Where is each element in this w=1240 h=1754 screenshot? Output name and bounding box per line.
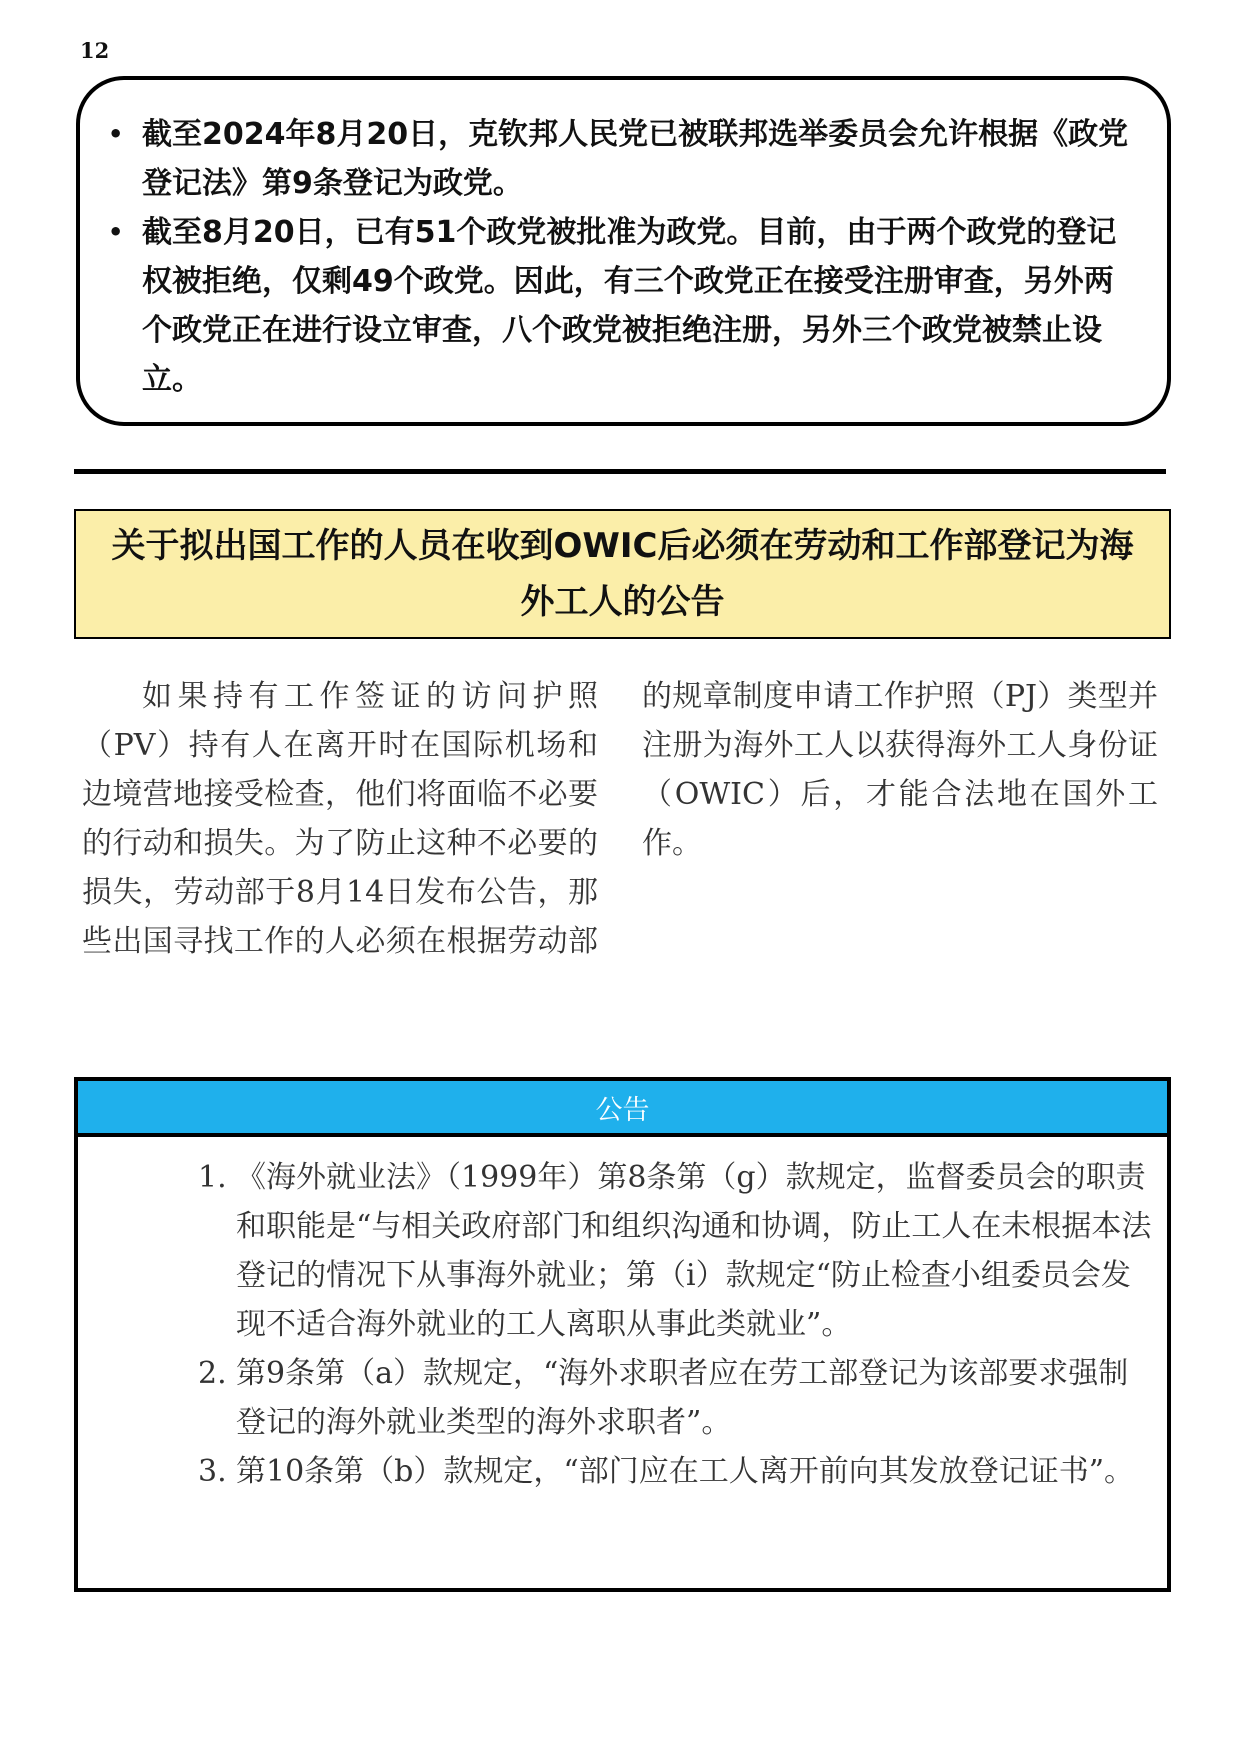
article-body (82, 672, 1158, 1012)
bullet-icon: • (108, 120, 124, 148)
notice-item-text: 第9条第（a）款规定，“海外求职者应在劳工部登记为该部要求强制登记的海外就业类型的海外求职者”。 (236, 1356, 1129, 1440)
info-bullet-item (108, 110, 1143, 208)
info-bullet-item (108, 208, 1143, 404)
info-bullet-text: 截至2024年8月20日，克钦邦人民党已被联邦选举委员会允许根据《政党登记法》第9条登记为政党。 (142, 117, 1129, 201)
article-paragraph: 如果持有工作签证的访问护照（PV）持有人在离开时在国际机场和边境营地接受检查，他们将面临不必要的行动和损失。为了防止这种不必要的损失，劳动部于8月14日发布公告，那些出国寻找工作的人必须在根据劳动部的规章制度申请工作护照（PJ）类型并注册为海外工人以获得海外工人身份证（OWIC）后，才能合法地在国外工作。 (82, 679, 1158, 959)
bullet-icon: • (108, 218, 124, 246)
info-bullet-list (108, 110, 1143, 404)
notice-item-text: 《海外就业法》（1999年）第8条第（g）款规定，监督委员会的职责和职能是“与相关政府部门和组织沟通和协调，防止工人在未根据本法登记的情况下从事海外就业；第（i）款规定“防止检查小组委员会发现不适合海外就业的工人离职从事此类就业”。 (236, 1160, 1152, 1342)
notice-item-number: 1. (198, 1160, 227, 1195)
info-box (76, 76, 1171, 426)
notice-list (78, 1137, 1167, 1496)
headline: 关于拟出国工作的人员在收到OWIC后必须在劳动和工作部登记为海外工人的公告 (111, 526, 1134, 622)
page-number: 12 (80, 38, 110, 63)
notice-item (198, 1349, 1155, 1447)
notice-item-number: 3. (198, 1454, 227, 1489)
section-divider (74, 469, 1166, 474)
notice-item (198, 1153, 1155, 1349)
notice-header: 公告 (78, 1081, 1167, 1137)
info-bullet-text: 截至8月20日，已有51个政党被批准为政党。目前，由于两个政党的登记权被拒绝，仅剩49个政党。因此，有三个政党正在接受注册审查，另外两个政党正在进行设立审查，八个政党被拒绝注册，另外三个政党被禁止设立。 (142, 215, 1117, 397)
notice-item-text: 第10条第（b）款规定，“部门应在工人离开前向其发放登记证书”。 (236, 1454, 1135, 1489)
notice-item (198, 1447, 1155, 1496)
notice-item-number: 2. (198, 1356, 227, 1391)
headline-box (74, 509, 1171, 639)
notice-box (74, 1077, 1171, 1592)
